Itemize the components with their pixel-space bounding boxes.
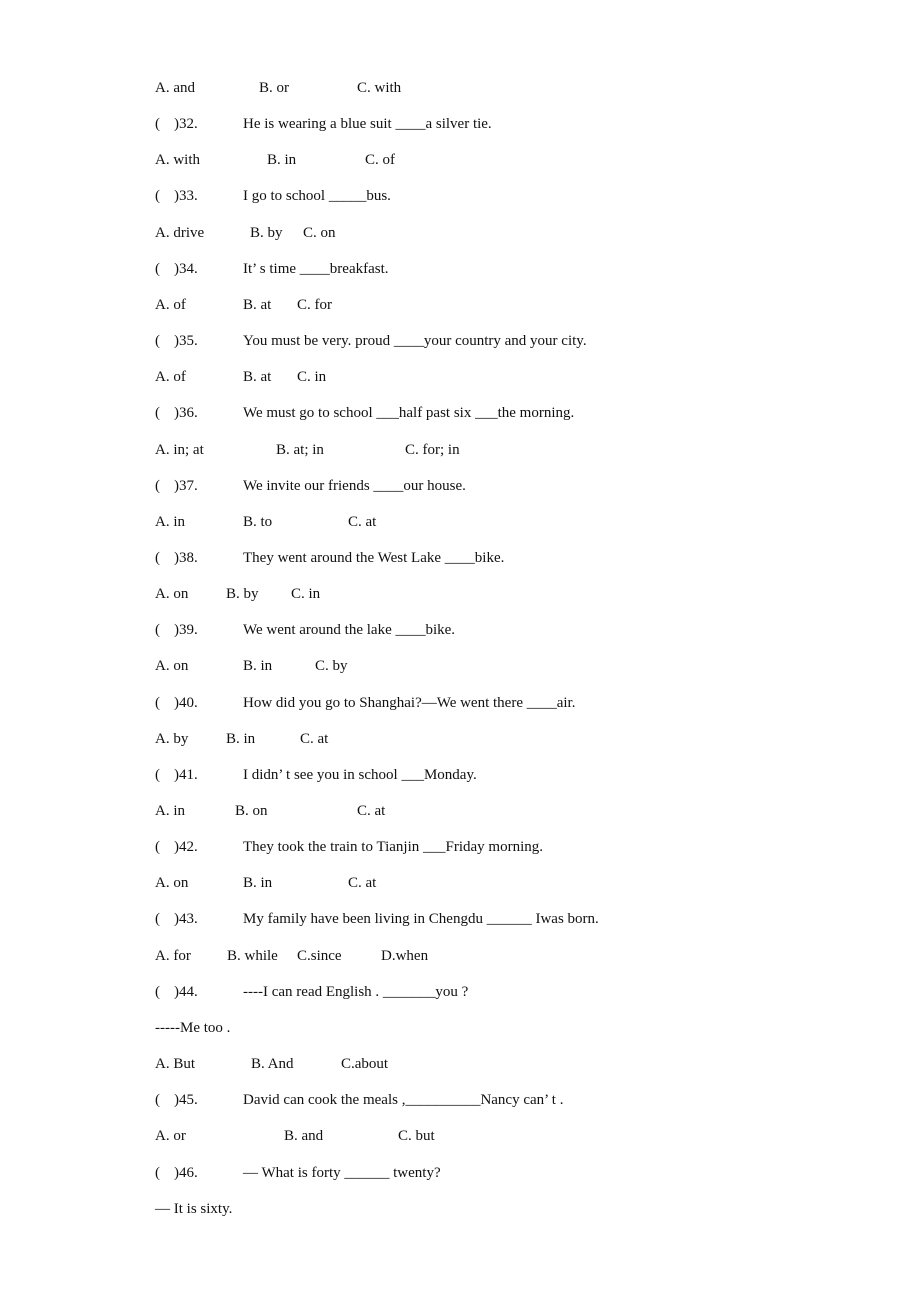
question-number: )44. bbox=[174, 983, 198, 1000]
question-line bbox=[0, 909, 920, 929]
answer-option: A. in; at bbox=[155, 441, 204, 458]
answer-option: B. or bbox=[259, 80, 289, 96]
answer-option: C. with bbox=[357, 80, 402, 96]
question-line bbox=[0, 331, 920, 351]
question-text: David can cook the meals ,__________Nancy can’ t . bbox=[243, 1092, 564, 1109]
answer-blank-paren: ( bbox=[155, 116, 160, 133]
answer-option: A. in bbox=[155, 513, 185, 530]
question-number: )40. bbox=[174, 694, 198, 711]
answer-option: B. at bbox=[243, 369, 272, 386]
question-line bbox=[0, 186, 920, 206]
question-number: )37. bbox=[174, 477, 198, 494]
question-text: — What is forty ______ twenty? bbox=[243, 1164, 441, 1181]
options-line bbox=[0, 1054, 920, 1074]
answer-option: A. and bbox=[155, 80, 195, 96]
question-text: We went around the lake ____bike. bbox=[243, 622, 456, 639]
answer-option: C.about bbox=[341, 1056, 389, 1073]
question-text: ----I can read English . _______you ? bbox=[243, 983, 469, 1000]
answer-option: B. and bbox=[284, 1128, 324, 1145]
question-line bbox=[0, 403, 920, 423]
answer-option: B. at; in bbox=[276, 441, 324, 458]
answer-option: B. by bbox=[250, 224, 283, 241]
question-number: )45. bbox=[174, 1092, 198, 1109]
dialogue-line bbox=[0, 1199, 920, 1219]
answer-option: A. of bbox=[155, 369, 186, 386]
question-text: They took the train to Tianjin ___Friday morning. bbox=[243, 839, 543, 856]
answer-option: A. But bbox=[155, 1056, 196, 1073]
options-line bbox=[0, 512, 920, 532]
answer-blank-paren: ( bbox=[155, 260, 160, 277]
question-line bbox=[0, 548, 920, 568]
options-line bbox=[0, 295, 920, 315]
answer-blank-paren: ( bbox=[155, 622, 160, 639]
answer-option: A. on bbox=[155, 658, 189, 675]
answer-option: C.since bbox=[297, 947, 342, 964]
options-line bbox=[0, 801, 920, 821]
answer-option: C. for bbox=[297, 296, 332, 313]
answer-blank-paren: ( bbox=[155, 549, 160, 566]
answer-option: A. in bbox=[155, 803, 185, 819]
answer-option: C. at bbox=[300, 730, 329, 747]
answer-option: C. in bbox=[291, 586, 321, 603]
question-text: They went around the West Lake ____bike. bbox=[243, 549, 505, 566]
answer-option: A. of bbox=[155, 296, 186, 313]
question-line bbox=[0, 476, 920, 496]
question-number: )32. bbox=[174, 116, 198, 133]
question-line bbox=[0, 982, 920, 1002]
question-text: We must go to school ___half past six ___the morning. bbox=[243, 405, 575, 422]
answer-option: A. for bbox=[155, 947, 191, 964]
answer-option: C. for; in bbox=[405, 441, 460, 458]
answer-blank-paren: ( bbox=[155, 333, 160, 350]
answer-option: B. at bbox=[243, 296, 272, 313]
answer-option: C. at bbox=[348, 875, 377, 892]
answer-option: B. in bbox=[243, 658, 273, 675]
question-line bbox=[0, 1090, 920, 1110]
answer-option: A. by bbox=[155, 730, 189, 747]
answer-option: A. on bbox=[155, 586, 189, 603]
answer-blank-paren: ( bbox=[155, 839, 160, 856]
answer-option: C. in bbox=[297, 369, 327, 386]
options-line bbox=[0, 729, 920, 749]
question-text: I go to school _____bus. bbox=[243, 188, 391, 205]
answer-option: B. to bbox=[243, 513, 273, 530]
question-number: )36. bbox=[174, 405, 198, 422]
answer-option: A. with bbox=[155, 152, 200, 169]
options-line bbox=[0, 150, 920, 170]
question-number: )35. bbox=[174, 333, 198, 350]
answer-option: D.when bbox=[381, 947, 429, 964]
answer-option: B. on bbox=[235, 803, 268, 819]
answer-blank-paren: ( bbox=[155, 1164, 160, 1181]
answer-option: C. of bbox=[365, 152, 395, 169]
question-number: )41. bbox=[174, 766, 198, 783]
question-line bbox=[0, 1163, 920, 1183]
question-text: It’ s time ____breakfast. bbox=[243, 260, 389, 277]
question-text: You must be very. proud ____your country and your city. bbox=[243, 333, 587, 350]
question-number: )42. bbox=[174, 839, 198, 856]
dialogue-text: -----Me too . bbox=[155, 1019, 231, 1036]
question-number: )38. bbox=[174, 549, 198, 566]
question-line bbox=[0, 114, 920, 134]
question-line bbox=[0, 693, 920, 713]
answer-blank-paren: ( bbox=[155, 911, 160, 928]
answer-blank-paren: ( bbox=[155, 1092, 160, 1109]
options-line bbox=[0, 656, 920, 676]
question-number: )39. bbox=[174, 622, 198, 639]
question-text: My family have been living in Chengdu ______ Iwas born. bbox=[243, 911, 599, 928]
question-number: )33. bbox=[174, 188, 198, 205]
answer-option: A. drive bbox=[155, 224, 205, 241]
answer-option: C. at bbox=[357, 803, 386, 819]
answer-blank-paren: ( bbox=[155, 983, 160, 1000]
question-line bbox=[0, 837, 920, 857]
answer-option: B. by bbox=[226, 586, 259, 603]
options-line bbox=[0, 946, 920, 966]
question-text: I didn’ t see you in school ___Monday. bbox=[243, 766, 477, 783]
answer-blank-paren: ( bbox=[155, 766, 160, 783]
answer-option: A. or bbox=[155, 1128, 186, 1145]
dialogue-line bbox=[0, 1018, 920, 1038]
answer-option: C. on bbox=[303, 224, 336, 241]
answer-option: C. but bbox=[398, 1128, 435, 1145]
answer-option: B. And bbox=[251, 1056, 294, 1073]
answer-option: B. in bbox=[243, 875, 273, 892]
options-line bbox=[0, 873, 920, 893]
options-line bbox=[0, 1126, 920, 1146]
question-text: We invite our friends ____our house. bbox=[243, 477, 466, 494]
answer-option: B. in bbox=[267, 152, 297, 169]
question-text: How did you go to Shanghai?—We went there ____air. bbox=[243, 694, 576, 711]
options-line bbox=[0, 78, 920, 98]
question-line bbox=[0, 620, 920, 640]
question-number: )34. bbox=[174, 260, 198, 277]
answer-option: C. by bbox=[315, 658, 348, 675]
question-number: )43. bbox=[174, 911, 198, 928]
dialogue-text: — It is sixty. bbox=[155, 1200, 233, 1217]
question-line bbox=[0, 259, 920, 279]
question-number: )46. bbox=[174, 1164, 198, 1181]
answer-blank-paren: ( bbox=[155, 694, 160, 711]
question-text: He is wearing a blue suit ____a silver tie. bbox=[243, 116, 492, 133]
options-line bbox=[0, 440, 920, 460]
answer-blank-paren: ( bbox=[155, 405, 160, 422]
options-line bbox=[0, 367, 920, 387]
answer-blank-paren: ( bbox=[155, 188, 160, 205]
answer-option: C. at bbox=[348, 513, 377, 530]
answer-option: A. on bbox=[155, 875, 189, 892]
answer-option: B. in bbox=[226, 730, 256, 747]
options-line bbox=[0, 223, 920, 243]
question-line bbox=[0, 765, 920, 785]
options-line bbox=[0, 584, 920, 604]
answer-option: B. while bbox=[227, 947, 278, 964]
answer-blank-paren: ( bbox=[155, 477, 160, 494]
